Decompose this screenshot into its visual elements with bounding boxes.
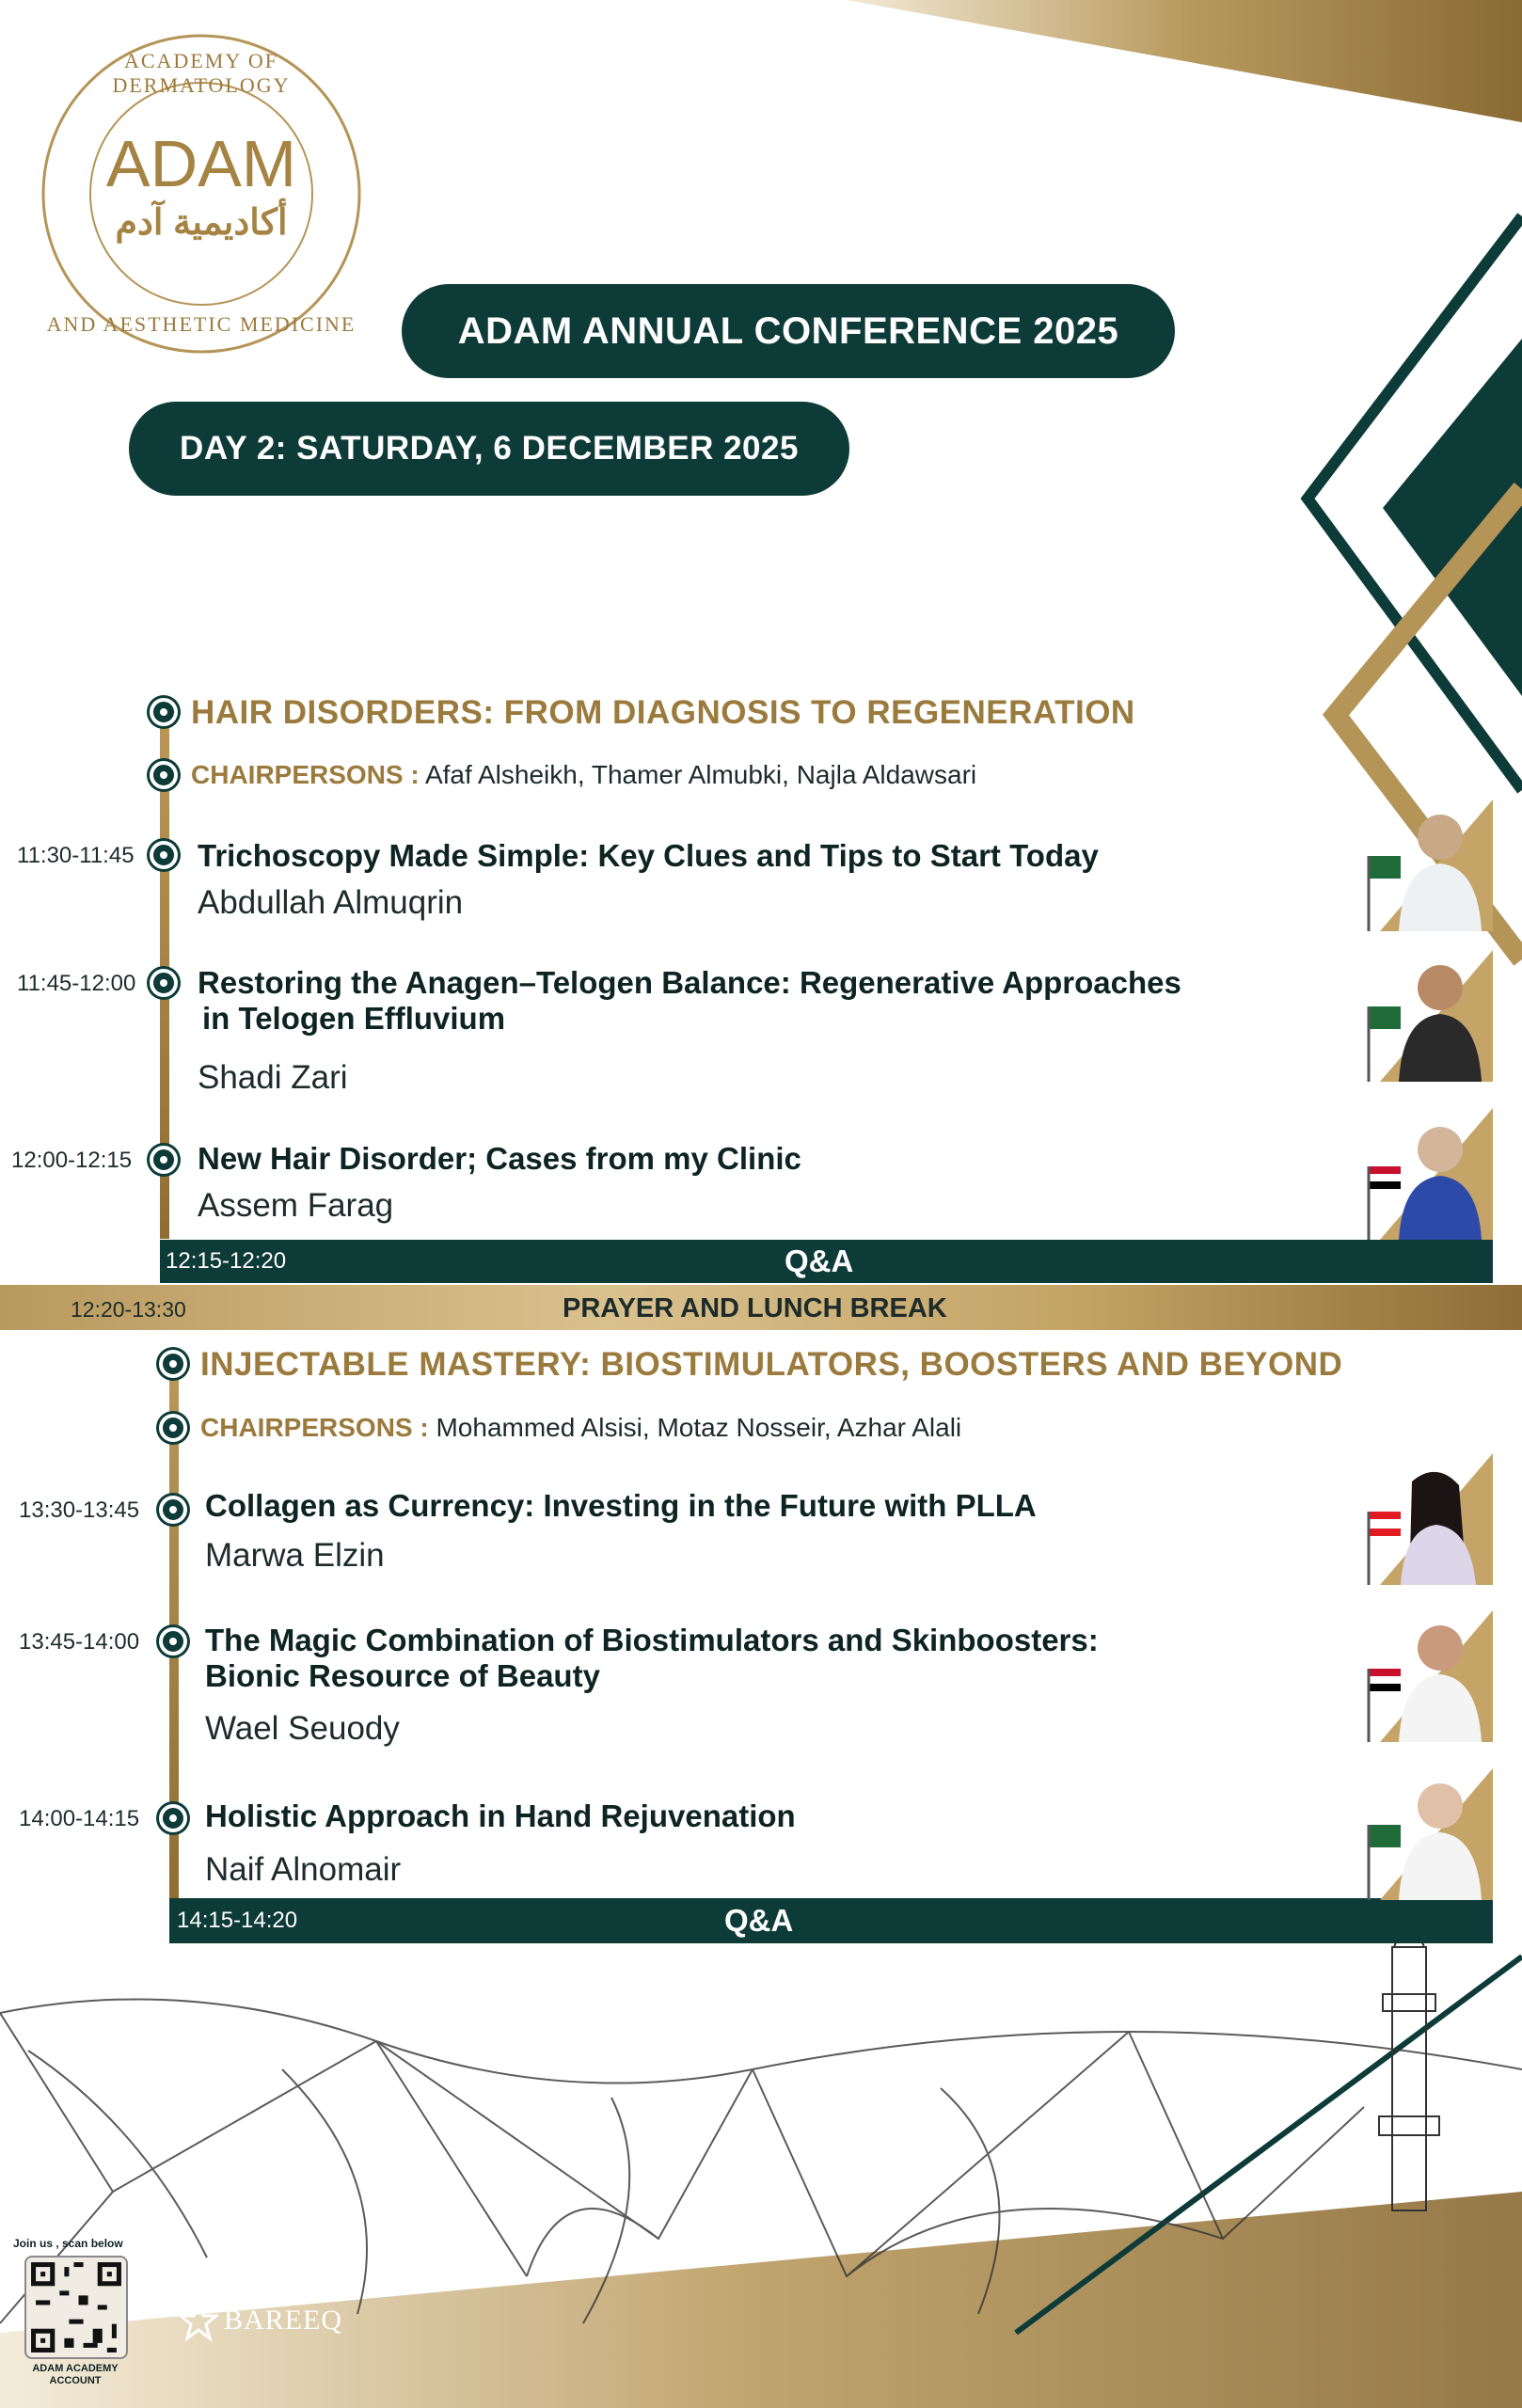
academy-logo [34, 34, 369, 354]
speaker-name: Abdullah Almuqrin [198, 884, 464, 921]
talk-time: 11:45-12:00 [17, 971, 136, 996]
bareeq-star-icon [179, 2301, 218, 2342]
chairpersons [200, 1413, 961, 1443]
break-bar [0, 1285, 1522, 1330]
speaker-photo [1361, 1108, 1493, 1240]
qa-bar [169, 1898, 1493, 1943]
organizer-name: BAREEQ [224, 2305, 342, 2336]
speaker-photo [1361, 1610, 1493, 1742]
conference-title: ADAM ANNUAL CONFERENCE 2025 [402, 284, 1175, 378]
timeline-dot [159, 1627, 187, 1656]
break-label: PRAYER AND LUNCH BREAK [563, 1293, 947, 1323]
qr-caption-line1: ADAM ACADEMY [32, 2363, 119, 2374]
speaker-name: Assem Farag [198, 1187, 394, 1224]
timeline-dot [150, 1146, 178, 1174]
qa-label: Q&A [724, 1903, 794, 1938]
speaker-photo [1361, 800, 1493, 931]
timeline-dot [159, 1350, 187, 1378]
speaker-name: Wael Seuody [205, 1710, 400, 1747]
chairpersons-names: Afaf Alsheikh, Thamer Almubki, Najla Aldawsari [424, 760, 977, 789]
talk-time: 13:45-14:00 [19, 1629, 140, 1655]
timeline-dot [159, 1804, 187, 1832]
logo-ring-bottom: AND AESTHETIC MEDICINE [46, 312, 357, 336]
speaker-name: Naif Alnomair [205, 1851, 402, 1888]
qr-caption-line2: ACCOUNT [49, 2375, 102, 2386]
talk-title-line2: Bionic Resource of Beauty [205, 1658, 600, 1693]
join-text: Join us , scan below [13, 2237, 123, 2250]
talk-time: 11:30-11:45 [17, 843, 135, 868]
day-label: DAY 2: SATURDAY, 6 DECEMBER 2025 [129, 402, 849, 496]
break-time: 12:20-13:30 [71, 1297, 186, 1322]
session-title: INJECTABLE MASTERY: BIOSTIMULATORS, BOOSTERS AND BEYOND [200, 1346, 1343, 1383]
qa-label: Q&A [785, 1244, 854, 1278]
talk-time: 14:00-14:15 [19, 1806, 140, 1831]
chairpersons-label: CHAIRPERSONS : [191, 760, 420, 789]
speaker-photo [1361, 1453, 1493, 1585]
qa-bar [160, 1240, 1493, 1283]
talk-title: New Hair Disorder; Cases from my Clinic [198, 1141, 801, 1176]
talk-title: Collagen as Currency: Investing in the Future with PLLA [205, 1488, 1037, 1523]
chairpersons-names: Mohammed Alsisi, Motaz Nosseir, Azhar Alali [436, 1413, 962, 1442]
talk-title: The Magic Combination of Biostimulators and Skinboosters: [205, 1623, 1099, 1657]
logo-name: ADAM [105, 127, 297, 200]
talk-title-line2: in Telogen Effluvium [202, 1001, 506, 1036]
session-title: HAIR DISORDERS: FROM DIAGNOSIS TO REGENERATION [191, 694, 1135, 731]
chairpersons-label: CHAIRPERSONS : [200, 1413, 429, 1442]
timeline-dot [150, 969, 178, 997]
speaker-photo [1361, 1768, 1493, 1900]
speaker-photo [1361, 950, 1493, 1082]
timeline-dot [150, 761, 178, 789]
talk-time: 13:30-13:45 [19, 1497, 140, 1523]
qa-time: 14:15-14:20 [177, 1908, 298, 1933]
qr-caption [9, 2363, 141, 2387]
talk-time: 12:00-12:15 [11, 1148, 133, 1173]
qr-code[interactable] [24, 2256, 128, 2359]
timeline-dot [150, 841, 178, 869]
logo-ring-top: ACADEMY OF DERMATOLOGY [112, 49, 291, 97]
timeline-dot [150, 698, 178, 726]
talk-title: Trichoscopy Made Simple: Key Clues and Tips to Start Today [198, 838, 1099, 873]
organized-by-label: ORGANIZED BY [202, 2281, 311, 2297]
speaker-name: Marwa Elzin [205, 1537, 385, 1574]
timeline-dot [159, 1414, 187, 1442]
speaker-name: Shadi Zari [198, 1059, 348, 1096]
timeline-dot [159, 1496, 187, 1524]
chairpersons [191, 760, 976, 790]
qa-time: 12:15-12:20 [166, 1248, 287, 1274]
talk-title: Restoring the Anagen–Telogen Balance: Regenerative Approaches [198, 965, 1181, 1000]
logo-arabic: أكاديمية آدم [115, 203, 288, 243]
talk-title: Holistic Approach in Hand Rejuvenation [205, 1798, 796, 1833]
qr-code-icon [26, 2258, 126, 2357]
